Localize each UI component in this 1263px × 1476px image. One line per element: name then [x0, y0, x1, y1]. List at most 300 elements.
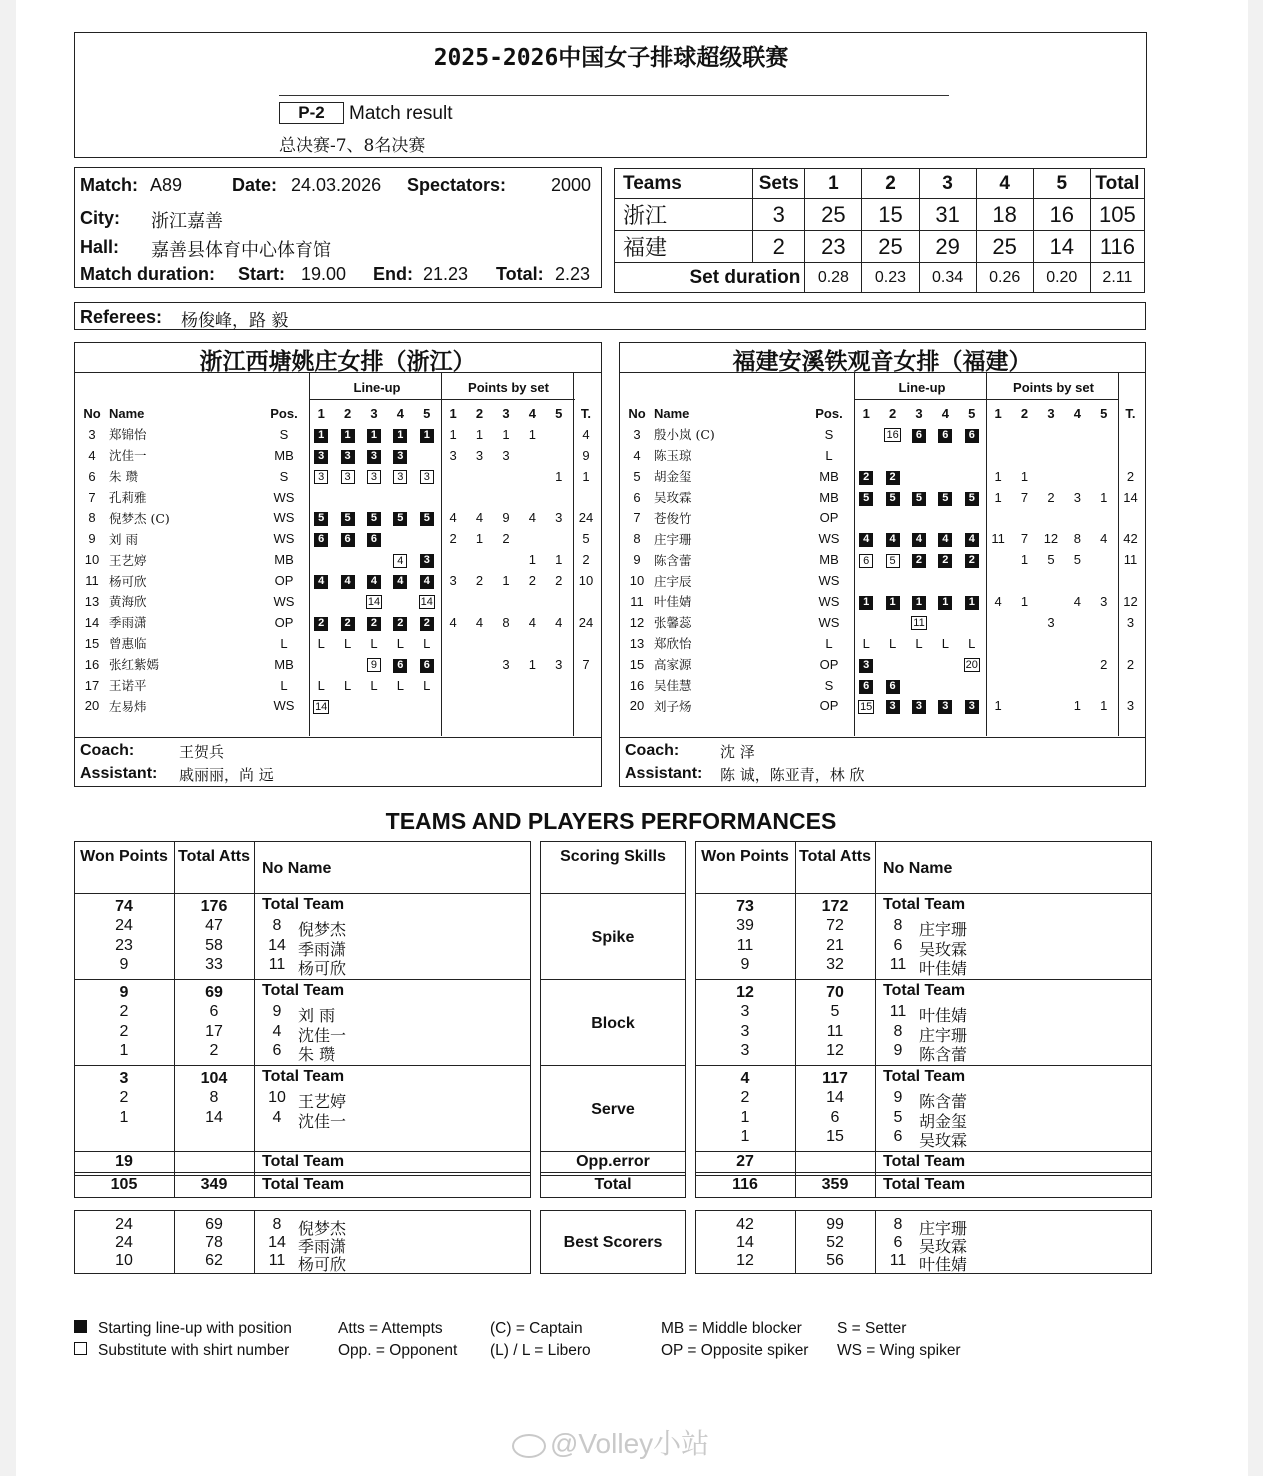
player-name: 刘 雨 [298, 1006, 336, 1025]
set-points: 1 [475, 426, 484, 442]
set-points [493, 549, 519, 570]
watermark [512, 1422, 709, 1462]
player-row [75, 466, 600, 487]
player-row [75, 528, 600, 549]
player-name: 陈玉琼 [654, 448, 692, 464]
lineup-cell [387, 487, 413, 508]
set-points [985, 612, 1011, 633]
player-total: 1 [582, 468, 590, 484]
player-number: 9 [633, 552, 641, 568]
lineup-cell [959, 445, 985, 466]
col-no: No [83, 405, 101, 421]
player-number: 11 [630, 593, 644, 609]
col-set: 3 [370, 405, 378, 421]
team-won-points: 4 [740, 1070, 750, 1087]
player-position: S [824, 677, 834, 693]
divider [540, 893, 686, 894]
lineup-cell [853, 675, 879, 696]
set-points [1064, 654, 1090, 675]
header-rule [279, 95, 949, 96]
player-position: L [825, 447, 833, 463]
player-position: WS [273, 593, 295, 609]
set-points: 2 [1047, 489, 1055, 505]
substitute-box: 3 [314, 470, 328, 484]
lineup-cell [853, 424, 879, 445]
divider [620, 372, 1145, 373]
player-total: 42 [1123, 531, 1138, 547]
lineup-cell [853, 612, 879, 633]
player-name: 张馨蕊 [654, 615, 692, 631]
set-points [1064, 633, 1090, 654]
player-name: 吴玫霖 [919, 1237, 968, 1256]
lineup-cell [932, 466, 958, 487]
col-name: Name [109, 405, 145, 421]
starter-box: 5 [367, 512, 381, 526]
player-total [1117, 507, 1144, 528]
player-won-points: 11 [736, 936, 754, 954]
set-points [1011, 445, 1037, 466]
lineup-cell [959, 549, 985, 570]
divider [695, 1172, 1152, 1173]
coach-label: Coach: [625, 742, 680, 759]
set-points [985, 507, 1011, 528]
player-number: 9 [893, 1042, 903, 1059]
set-points: 1 [1020, 593, 1029, 609]
set-points: 11 [991, 531, 1005, 547]
assistant-names: 陈 诚，陈亚青，林 欣 [720, 766, 865, 784]
player-number: 11 [889, 1252, 907, 1269]
divider [74, 1172, 531, 1173]
set-points: 8 [502, 614, 510, 630]
player-total-atts: 47 [205, 917, 223, 934]
header-box [74, 32, 1147, 158]
lineup-cell: L [423, 635, 431, 651]
results-sets: 3 [753, 199, 805, 231]
player-name: 黄海欣 [109, 594, 147, 610]
player-row [75, 445, 600, 466]
team-total-atts: 176 [200, 898, 228, 915]
player-number: 6 [88, 468, 96, 484]
results-score: 29 [919, 231, 976, 263]
player-name: 郑锦怡 [109, 427, 147, 443]
player-row [75, 487, 600, 508]
divider [695, 893, 1152, 894]
player-row [620, 675, 1144, 696]
set-points: 3 [555, 510, 563, 526]
player-total [572, 675, 600, 696]
best-scorers-label: Best Scorers [563, 1234, 663, 1251]
starter-box: 5 [965, 492, 979, 506]
player-number: 8 [633, 531, 641, 547]
referees-names: 杨俊峰，路 毅 [181, 311, 289, 331]
set-points: 2 [528, 573, 536, 589]
player-position: OP [819, 698, 839, 714]
player-number: 6 [893, 1234, 903, 1251]
player-name: 曾惠临 [109, 636, 147, 652]
divider [540, 979, 686, 980]
player-row [75, 675, 600, 696]
lineup-cell [387, 424, 413, 445]
set-points [1011, 633, 1037, 654]
player-row [75, 424, 600, 445]
grand-total-label: Total [594, 1176, 632, 1193]
spectators-label: Spectators: [407, 175, 507, 195]
set-points [519, 695, 545, 716]
referees-label: Referees: [80, 307, 163, 327]
substitute-box: 14 [420, 596, 433, 609]
player-name: 杨可欣 [298, 959, 347, 978]
legend-item: OP = Opposite spiker [661, 1342, 809, 1359]
player-row [620, 591, 1144, 612]
lineup-cell [906, 549, 932, 570]
set-points [985, 570, 1011, 591]
lineup-cell [879, 507, 905, 528]
player-number: 11 [268, 1252, 286, 1269]
starter-box: 6 [341, 533, 355, 547]
player-name: 叶佳婧 [919, 1255, 968, 1274]
set-points [440, 654, 466, 675]
player-total-atts: 32 [826, 956, 844, 973]
set-points: 12 [1043, 531, 1059, 547]
header-scoring-skills: Scoring Skills [560, 848, 666, 865]
lineup-cell [361, 445, 387, 466]
set-points: 5 [1073, 552, 1081, 568]
col-set: 4 [1073, 405, 1081, 421]
set-points [440, 487, 466, 508]
set-points [519, 528, 545, 549]
set-duration: 0.26 [976, 263, 1033, 293]
set-points: 7 [1020, 489, 1029, 505]
player-won-points: 1 [119, 1042, 129, 1059]
set-points [466, 549, 492, 570]
lineup-cell [879, 528, 905, 549]
player-number: 15 [84, 635, 100, 651]
skill-name: Spike [591, 929, 635, 946]
substitute-box: 3 [341, 470, 355, 484]
player-number: 15 [629, 656, 645, 672]
best-won-points: 10 [115, 1252, 133, 1269]
lineup-cell [959, 591, 985, 612]
lineup-cell [414, 591, 440, 612]
set-points: 1 [555, 552, 563, 568]
lineup-cell [387, 695, 413, 716]
set-points [1091, 612, 1117, 633]
lineup-cell [879, 466, 905, 487]
player-number: 16 [84, 656, 100, 672]
best-total-atts: 78 [205, 1234, 223, 1251]
legend-item: Starting line-up with position [98, 1320, 292, 1337]
lineup-cell [932, 612, 958, 633]
lineup-cell: L [941, 635, 949, 651]
player-number: 8 [88, 510, 96, 526]
lineup-cell [932, 424, 958, 445]
set-points: 1 [528, 656, 536, 672]
lineup-cell [414, 466, 440, 487]
set-points [985, 675, 1011, 696]
lineup-cell [879, 549, 905, 570]
roster-header-row [75, 403, 600, 424]
set-points [1038, 633, 1064, 654]
starter-box: 3 [420, 554, 434, 568]
set-points [1064, 612, 1090, 633]
lineup-cell [361, 507, 387, 528]
player-total [1117, 675, 1144, 696]
lineup-cell [361, 612, 387, 633]
lineup-cell [879, 612, 905, 633]
lineup-cell [906, 507, 932, 528]
lineup-cell [932, 528, 958, 549]
substitute-box: 20 [965, 659, 978, 672]
lineup-cell [853, 591, 879, 612]
results-header-set5: 5 [1033, 169, 1090, 199]
lineup-cell [906, 487, 932, 508]
substitute-box: 3 [420, 470, 434, 484]
substitute-box: 9 [367, 658, 381, 672]
player-number: 8 [272, 917, 282, 934]
lineup-cell [853, 507, 879, 528]
legend-row [74, 1340, 961, 1362]
set-points: 1 [449, 426, 457, 442]
divider [254, 1210, 255, 1274]
player-won-points: 39 [736, 917, 754, 934]
player-number: 5 [633, 468, 641, 484]
set-points [1011, 507, 1037, 528]
lineup-cell [932, 654, 958, 675]
lineup-cell [932, 487, 958, 508]
lineup-cell [853, 445, 879, 466]
player-row [620, 487, 1144, 508]
player-position: WS [818, 573, 840, 589]
best-total-atts: 56 [826, 1252, 844, 1269]
lineup-cell [387, 612, 413, 633]
lineup-cell [906, 528, 932, 549]
best-won-points: 24 [115, 1234, 133, 1251]
player-name: 杨可欣 [109, 573, 147, 589]
lineup-cell [853, 549, 879, 570]
lineup-cell [308, 591, 334, 612]
total-team-label: Total Team [262, 1068, 345, 1085]
legend-item: WS = Wing spiker [837, 1342, 961, 1359]
starter-box: 5 [938, 492, 952, 506]
set-points [1038, 507, 1064, 528]
player-row [620, 633, 1144, 654]
starter-box: 4 [314, 575, 328, 589]
player-name: 沈佳一 [298, 1111, 347, 1131]
lineup-cell: L [396, 635, 404, 651]
team-a-player-table [75, 403, 600, 716]
player-name: 胡金玺 [919, 1111, 968, 1131]
results-header-teams: Teams [615, 169, 753, 199]
player-name: 倪梦杰 [298, 1219, 347, 1238]
lineup-cell [308, 424, 334, 445]
col-set: 4 [941, 405, 949, 421]
results-table [614, 168, 1145, 293]
player-row [75, 654, 600, 675]
player-number: 8 [893, 1022, 903, 1040]
player-number: 9 [893, 1089, 903, 1106]
player-position: WS [273, 510, 295, 526]
starter-box: 5 [341, 512, 355, 526]
player-number: 3 [633, 426, 641, 442]
set-points [440, 695, 466, 716]
lineup-cell [361, 424, 387, 445]
team-won-points: 74 [115, 898, 133, 915]
score-sheet [16, 0, 1248, 1476]
team-won-points: 3 [119, 1070, 129, 1087]
legend-row [74, 1318, 961, 1340]
lineup-cell [932, 675, 958, 696]
best-total-atts: 62 [205, 1252, 223, 1269]
starter-box: 3 [965, 700, 979, 714]
set-points: 3 [1073, 489, 1081, 505]
player-won-points: 2 [119, 1003, 129, 1020]
lineup-cell: L [370, 635, 378, 651]
player-name: 朱 瓒 [109, 469, 138, 485]
player-number: 10 [629, 573, 645, 589]
player-name: 刘 雨 [109, 531, 138, 547]
set-points [1011, 675, 1037, 696]
lineup-cell [879, 445, 905, 466]
results-score: 14 [1033, 231, 1090, 263]
results-team-name: 浙江 [615, 199, 753, 231]
opp-error-label: Opp.error [576, 1153, 650, 1170]
results-score: 25 [805, 199, 862, 231]
set-points: 1 [502, 426, 510, 442]
player-total-atts: 15 [826, 1128, 844, 1145]
player-name: 王艺婷 [109, 552, 147, 568]
set-points [546, 445, 572, 466]
lineup-cell [879, 654, 905, 675]
set-points [1091, 633, 1117, 654]
player-number: 16 [629, 677, 645, 693]
divider [75, 372, 601, 373]
lineup-cell [414, 487, 440, 508]
lineup-cell: L [968, 635, 976, 651]
player-total [1117, 633, 1144, 654]
lineup-cell [959, 612, 985, 633]
lineup-cell [334, 570, 360, 591]
header-total-atts: Total Atts [178, 848, 250, 865]
set-points [546, 528, 572, 549]
player-number: 10 [268, 1089, 286, 1106]
lineup-cell [387, 507, 413, 528]
player-total-atts: 14 [205, 1108, 223, 1126]
watermark-text: @Volley小站 [550, 1428, 710, 1459]
player-name: 吴玫霖 [919, 1131, 968, 1150]
set-points: 4 [528, 614, 536, 630]
player-position: S [824, 426, 834, 442]
city: 浙江嘉善 [151, 211, 223, 232]
competition-title: 2025-2026中国女子排球超级联赛 [433, 45, 789, 71]
set-points [440, 633, 466, 654]
set-points: 8 [1073, 531, 1081, 547]
player-number: 13 [84, 593, 100, 609]
player-position: L [280, 635, 288, 651]
set-duration: 0.20 [1033, 263, 1090, 293]
starter-box: 6 [965, 429, 979, 443]
substitute-box-icon [74, 1340, 98, 1362]
lineup-cell [853, 695, 879, 716]
set-points [440, 675, 466, 696]
player-position: OP [274, 573, 294, 589]
lineup-cell [959, 570, 985, 591]
results-header-total: Total [1090, 169, 1144, 199]
set-points [1011, 570, 1037, 591]
set-points: 2 [1100, 656, 1108, 672]
set-points [466, 633, 492, 654]
player-total-atts: 5 [830, 1003, 840, 1020]
player-total: 3 [1126, 698, 1135, 714]
lineup-cell [906, 445, 932, 466]
player-total: 12 [1123, 593, 1138, 609]
lineup-cell [932, 591, 958, 612]
total-team-label: Total Team [262, 1153, 345, 1170]
lineup-cell: L [317, 677, 325, 693]
weibo-icon [512, 1434, 546, 1458]
player-name: 吴佳慧 [654, 678, 692, 694]
player-won-points: 9 [740, 956, 750, 973]
starter-box: 6 [314, 533, 328, 547]
starter-box: 6 [367, 533, 381, 547]
team-won-points: 9 [119, 984, 129, 1001]
set-points: 9 [502, 510, 510, 526]
player-total-atts: 17 [205, 1022, 223, 1040]
duration-label: Match duration: [80, 264, 215, 284]
set-points: 1 [502, 573, 510, 589]
legend-item: Opp. = Opponent [338, 1342, 458, 1359]
player-row [75, 695, 600, 716]
lineup-cell [308, 612, 334, 633]
results-score: 25 [976, 231, 1033, 263]
player-total-atts: 11 [826, 1022, 844, 1040]
opp-error-value: 27 [736, 1153, 754, 1170]
team-total-atts: 172 [821, 898, 849, 915]
set-points [1038, 591, 1064, 612]
set-points [440, 591, 466, 612]
divider [74, 893, 531, 894]
player-name: 杨可欣 [298, 1255, 347, 1274]
player-total-atts: 2 [209, 1042, 219, 1059]
col-set: 1 [317, 405, 325, 421]
set-points [1091, 466, 1117, 487]
set-duration-label: Set duration [615, 263, 805, 293]
starter-box: 3 [341, 450, 355, 464]
starter-box: 1 [965, 596, 979, 610]
lineup-cell [906, 612, 932, 633]
player-won-points: 3 [740, 1042, 750, 1059]
player-name: 王诺平 [109, 678, 147, 694]
lineup-cell [414, 445, 440, 466]
player-name: 孔莉雅 [109, 490, 147, 505]
lineup-cell: L [396, 677, 404, 693]
lineup-cell [334, 654, 360, 675]
player-name: 吴玫霖 [919, 939, 968, 959]
player-total: 2 [1126, 468, 1135, 484]
player-name: 张红紫嫣 [109, 657, 160, 673]
set-points: 2 [555, 573, 563, 589]
starter-box: 4 [420, 575, 434, 589]
lineup-cell [906, 570, 932, 591]
lineup-cell [906, 466, 932, 487]
starter-box: 5 [314, 512, 328, 526]
lineup-cell [361, 591, 387, 612]
lineup-cell [959, 654, 985, 675]
lineup-cell: L [370, 677, 378, 693]
player-position: WS [818, 593, 840, 609]
set-points: 3 [1100, 593, 1108, 609]
set-points: 3 [1047, 614, 1055, 630]
player-total-atts: 12 [826, 1042, 844, 1059]
